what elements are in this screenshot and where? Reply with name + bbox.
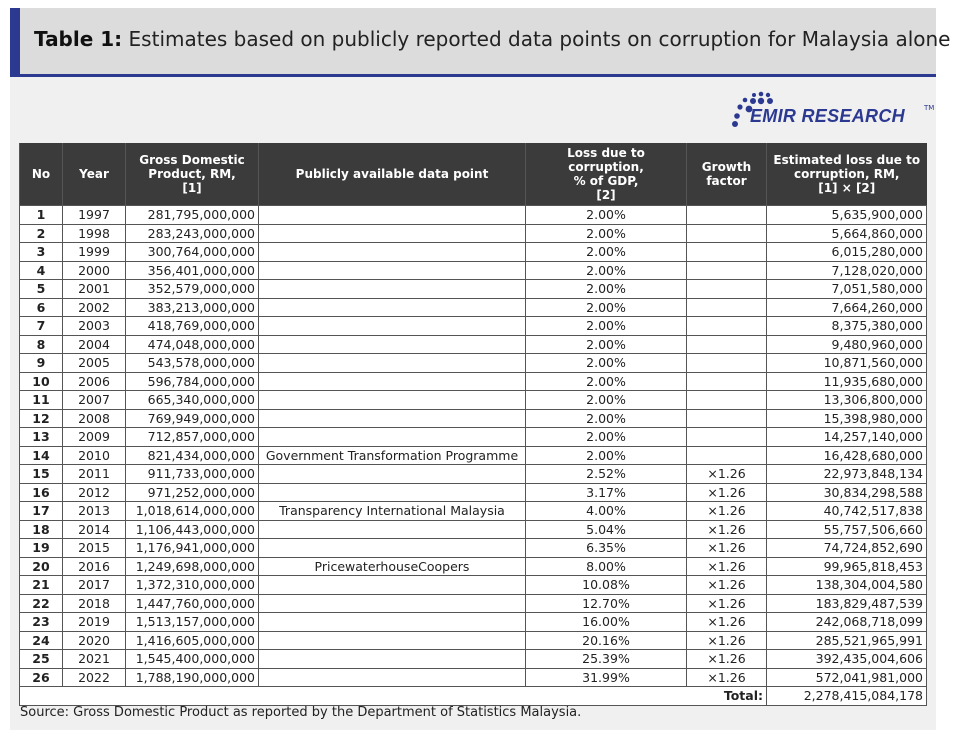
row-gdp: 281,795,000,000 <box>126 206 259 225</box>
table-row <box>20 539 927 558</box>
row-growth-factor <box>687 409 767 428</box>
row-estimated-loss: 8,375,380,000 <box>767 317 927 336</box>
row-loss-pct: 2.52% <box>526 465 687 484</box>
row-year: 2013 <box>63 502 126 521</box>
row-growth-factor: ×1.26 <box>687 557 767 576</box>
row-growth-factor: ×1.26 <box>687 483 767 502</box>
row-gdp: 1,788,190,000,000 <box>126 668 259 687</box>
row-loss-pct: 2.00% <box>526 354 687 373</box>
row-data-point: Transparency International Malaysia <box>259 502 526 521</box>
row-estimated-loss: 6,015,280,000 <box>767 243 927 262</box>
row-estimated-loss: 14,257,140,000 <box>767 428 927 447</box>
row-growth-factor <box>687 243 767 262</box>
row-loss-pct: 2.00% <box>526 280 687 299</box>
row-no: 17 <box>20 502 63 521</box>
row-year: 2017 <box>63 576 126 595</box>
total-value: 2,278,415,084,178 <box>767 687 927 706</box>
row-year: 2012 <box>63 483 126 502</box>
row-growth-factor <box>687 317 767 336</box>
row-no: 26 <box>20 668 63 687</box>
row-data-point <box>259 520 526 539</box>
header-gdp: Gross Domestic Product, RM, [1] <box>126 143 259 206</box>
table-row <box>20 206 927 225</box>
row-data-point <box>259 243 526 262</box>
table-row <box>20 446 927 465</box>
row-loss-pct: 20.16% <box>526 631 687 650</box>
row-loss-pct: 25.39% <box>526 650 687 669</box>
row-loss-pct: 2.00% <box>526 243 687 262</box>
row-growth-factor: ×1.26 <box>687 465 767 484</box>
row-data-point <box>259 391 526 410</box>
table-row <box>20 502 927 521</box>
source-text: Gross Domestic Product as reported by the Department of Statistics Malaysia. <box>73 705 582 720</box>
table-row <box>20 465 927 484</box>
logo-wordmark: EMIR RESEARCH <box>750 106 905 126</box>
row-estimated-loss: 572,041,981,000 <box>767 668 927 687</box>
row-no: 7 <box>20 317 63 336</box>
title-accent-bar <box>10 8 20 77</box>
row-growth-factor <box>687 391 767 410</box>
table-body <box>20 206 927 687</box>
table-title-text: Estimates based on publicly reported data points on corruption for Malaysia alone <box>128 27 951 51</box>
row-estimated-loss: 7,128,020,000 <box>767 261 927 280</box>
row-growth-factor: ×1.26 <box>687 502 767 521</box>
table-row <box>20 391 927 410</box>
row-growth-factor: ×1.26 <box>687 520 767 539</box>
row-gdp: 543,578,000,000 <box>126 354 259 373</box>
row-no: 22 <box>20 594 63 613</box>
row-loss-pct: 31.99% <box>526 668 687 687</box>
table-title-number: Table 1: <box>34 27 123 51</box>
row-data-point <box>259 428 526 447</box>
row-loss-pct: 10.08% <box>526 576 687 595</box>
row-no: 25 <box>20 650 63 669</box>
row-year: 2018 <box>63 594 126 613</box>
row-estimated-loss: 392,435,004,606 <box>767 650 927 669</box>
row-loss-pct: 3.17% <box>526 483 687 502</box>
row-estimated-loss: 5,664,860,000 <box>767 224 927 243</box>
row-data-point <box>259 298 526 317</box>
table-row <box>20 650 927 669</box>
row-loss-pct: 5.04% <box>526 520 687 539</box>
row-estimated-loss: 285,521,965,991 <box>767 631 927 650</box>
row-gdp: 1,372,310,000,000 <box>126 576 259 595</box>
row-growth-factor <box>687 261 767 280</box>
table-row <box>20 261 927 280</box>
table-row <box>20 668 927 687</box>
row-loss-pct: 12.70% <box>526 594 687 613</box>
row-data-point <box>259 409 526 428</box>
table-row <box>20 483 927 502</box>
row-data-point <box>259 261 526 280</box>
table-row <box>20 354 927 373</box>
row-gdp: 300,764,000,000 <box>126 243 259 262</box>
row-loss-pct: 2.00% <box>526 409 687 428</box>
row-estimated-loss: 7,051,580,000 <box>767 280 927 299</box>
row-year: 2006 <box>63 372 126 391</box>
row-growth-factor <box>687 446 767 465</box>
table-row <box>20 224 927 243</box>
row-no: 6 <box>20 298 63 317</box>
row-no: 24 <box>20 631 63 650</box>
row-year: 2001 <box>63 280 126 299</box>
row-no: 1 <box>20 206 63 225</box>
row-estimated-loss: 183,829,487,539 <box>767 594 927 613</box>
total-label-cell <box>20 687 767 706</box>
row-year: 2003 <box>63 317 126 336</box>
source-note <box>20 705 581 720</box>
table-row <box>20 298 927 317</box>
table-row <box>20 631 927 650</box>
row-loss-pct: 2.00% <box>526 446 687 465</box>
row-year: 2016 <box>63 557 126 576</box>
row-year: 2007 <box>63 391 126 410</box>
row-gdp: 1,545,400,000,000 <box>126 650 259 669</box>
row-data-point <box>259 354 526 373</box>
row-gdp: 1,176,941,000,000 <box>126 539 259 558</box>
row-data-point <box>259 224 526 243</box>
row-year: 2004 <box>63 335 126 354</box>
table-row <box>20 409 927 428</box>
row-growth-factor <box>687 354 767 373</box>
row-loss-pct: 2.00% <box>526 317 687 336</box>
source-prefix: Source: <box>20 705 70 720</box>
row-data-point <box>259 280 526 299</box>
row-data-point <box>259 594 526 613</box>
row-growth-factor: ×1.26 <box>687 594 767 613</box>
row-growth-factor <box>687 335 767 354</box>
row-year: 1997 <box>63 206 126 225</box>
row-gdp: 474,048,000,000 <box>126 335 259 354</box>
row-estimated-loss: 15,398,980,000 <box>767 409 927 428</box>
table-row <box>20 335 927 354</box>
row-estimated-loss: 40,742,517,838 <box>767 502 927 521</box>
row-gdp: 596,784,000,000 <box>126 372 259 391</box>
row-data-point <box>259 539 526 558</box>
table-row <box>20 243 927 262</box>
row-no: 20 <box>20 557 63 576</box>
row-year: 2000 <box>63 261 126 280</box>
row-no: 23 <box>20 613 63 632</box>
row-loss-pct: 16.00% <box>526 613 687 632</box>
row-data-point <box>259 483 526 502</box>
table-row <box>20 428 927 447</box>
row-gdp: 971,252,000,000 <box>126 483 259 502</box>
row-growth-factor: ×1.26 <box>687 668 767 687</box>
row-estimated-loss: 11,935,680,000 <box>767 372 927 391</box>
row-no: 16 <box>20 483 63 502</box>
row-year: 2022 <box>63 668 126 687</box>
emir-research-logo <box>728 90 935 136</box>
row-estimated-loss: 74,724,852,690 <box>767 539 927 558</box>
row-gdp: 1,018,614,000,000 <box>126 502 259 521</box>
table-row <box>20 520 927 539</box>
row-estimated-loss: 16,428,680,000 <box>767 446 927 465</box>
header-estimated-loss: Estimated loss due to corruption, RM, [1] × [2] <box>767 143 927 206</box>
row-gdp: 1,106,443,000,000 <box>126 520 259 539</box>
row-data-point <box>259 465 526 484</box>
row-growth-factor: ×1.26 <box>687 631 767 650</box>
row-no: 18 <box>20 520 63 539</box>
table-panel <box>10 8 951 730</box>
row-growth-factor <box>687 206 767 225</box>
logo-trademark: TM <box>924 104 935 112</box>
row-data-point <box>259 317 526 336</box>
row-data-point: PricewaterhouseCoopers <box>259 557 526 576</box>
row-growth-factor: ×1.26 <box>687 576 767 595</box>
row-year: 2020 <box>63 631 126 650</box>
row-no: 9 <box>20 354 63 373</box>
row-gdp: 911,733,000,000 <box>126 465 259 484</box>
row-gdp: 821,434,000,000 <box>126 446 259 465</box>
row-gdp: 1,513,157,000,000 <box>126 613 259 632</box>
table-title <box>34 27 951 51</box>
table-row <box>20 557 927 576</box>
row-data-point <box>259 372 526 391</box>
row-gdp: 665,340,000,000 <box>126 391 259 410</box>
header-no: No <box>20 143 63 206</box>
row-growth-factor <box>687 224 767 243</box>
table-row <box>20 317 927 336</box>
row-loss-pct: 2.00% <box>526 335 687 354</box>
row-loss-pct: 2.00% <box>526 224 687 243</box>
row-year: 2019 <box>63 613 126 632</box>
row-year: 2010 <box>63 446 126 465</box>
table-row <box>20 372 927 391</box>
row-gdp: 1,416,605,000,000 <box>126 631 259 650</box>
row-no: 11 <box>20 391 63 410</box>
row-estimated-loss: 10,871,560,000 <box>767 354 927 373</box>
header-growth-factor: Growth factor <box>687 143 767 206</box>
corruption-estimates-table <box>19 143 927 706</box>
row-no: 5 <box>20 280 63 299</box>
row-year: 2005 <box>63 354 126 373</box>
row-loss-pct: 2.00% <box>526 372 687 391</box>
row-year: 2002 <box>63 298 126 317</box>
row-gdp: 352,579,000,000 <box>126 280 259 299</box>
row-data-point <box>259 576 526 595</box>
row-gdp: 1,249,698,000,000 <box>126 557 259 576</box>
row-data-point <box>259 631 526 650</box>
row-year: 2014 <box>63 520 126 539</box>
row-estimated-loss: 7,664,260,000 <box>767 298 927 317</box>
row-no: 13 <box>20 428 63 447</box>
row-growth-factor: ×1.26 <box>687 613 767 632</box>
row-no: 14 <box>20 446 63 465</box>
row-no: 19 <box>20 539 63 558</box>
row-no: 21 <box>20 576 63 595</box>
row-data-point <box>259 335 526 354</box>
row-growth-factor <box>687 372 767 391</box>
row-gdp: 1,447,760,000,000 <box>126 594 259 613</box>
row-loss-pct: 4.00% <box>526 502 687 521</box>
row-gdp: 769,949,000,000 <box>126 409 259 428</box>
title-bar <box>10 8 951 77</box>
row-data-point <box>259 650 526 669</box>
row-year: 1999 <box>63 243 126 262</box>
row-estimated-loss: 30,834,298,588 <box>767 483 927 502</box>
row-growth-factor: ×1.26 <box>687 650 767 669</box>
row-no: 12 <box>20 409 63 428</box>
row-data-point <box>259 206 526 225</box>
row-loss-pct: 2.00% <box>526 206 687 225</box>
row-year: 2015 <box>63 539 126 558</box>
row-year: 2021 <box>63 650 126 669</box>
table-row <box>20 613 927 632</box>
row-loss-pct: 2.00% <box>526 298 687 317</box>
total-row <box>20 687 927 706</box>
row-no: 3 <box>20 243 63 262</box>
row-no: 4 <box>20 261 63 280</box>
row-no: 8 <box>20 335 63 354</box>
table-row <box>20 594 927 613</box>
row-estimated-loss: 13,306,800,000 <box>767 391 927 410</box>
row-estimated-loss: 9,480,960,000 <box>767 335 927 354</box>
row-loss-pct: 2.00% <box>526 428 687 447</box>
row-year: 2011 <box>63 465 126 484</box>
row-loss-pct: 6.35% <box>526 539 687 558</box>
row-data-point: Government Transformation Programme <box>259 446 526 465</box>
header-loss-pct: Loss due to corruption, % of GDP, [2] <box>526 143 687 206</box>
total-label: Total: <box>723 688 763 704</box>
header-year: Year <box>63 143 126 206</box>
row-gdp: 418,769,000,000 <box>126 317 259 336</box>
table-row <box>20 280 927 299</box>
row-loss-pct: 2.00% <box>526 261 687 280</box>
table-header-row <box>20 143 927 206</box>
row-growth-factor <box>687 428 767 447</box>
row-gdp: 356,401,000,000 <box>126 261 259 280</box>
row-estimated-loss: 99,965,818,453 <box>767 557 927 576</box>
row-growth-factor: ×1.26 <box>687 539 767 558</box>
row-no: 15 <box>20 465 63 484</box>
row-growth-factor <box>687 280 767 299</box>
row-no: 2 <box>20 224 63 243</box>
row-loss-pct: 2.00% <box>526 391 687 410</box>
row-data-point <box>259 668 526 687</box>
row-year: 2009 <box>63 428 126 447</box>
row-year: 2008 <box>63 409 126 428</box>
row-estimated-loss: 5,635,900,000 <box>767 206 927 225</box>
row-estimated-loss: 242,068,718,099 <box>767 613 927 632</box>
table-row <box>20 576 927 595</box>
row-gdp: 383,213,000,000 <box>126 298 259 317</box>
row-estimated-loss: 138,304,004,580 <box>767 576 927 595</box>
row-loss-pct: 8.00% <box>526 557 687 576</box>
row-gdp: 712,857,000,000 <box>126 428 259 447</box>
row-estimated-loss: 55,757,506,660 <box>767 520 927 539</box>
row-estimated-loss: 22,973,848,134 <box>767 465 927 484</box>
row-year: 1998 <box>63 224 126 243</box>
row-gdp: 283,243,000,000 <box>126 224 259 243</box>
row-growth-factor <box>687 298 767 317</box>
header-data-point: Publicly available data point <box>259 143 526 206</box>
row-data-point <box>259 613 526 632</box>
row-no: 10 <box>20 372 63 391</box>
